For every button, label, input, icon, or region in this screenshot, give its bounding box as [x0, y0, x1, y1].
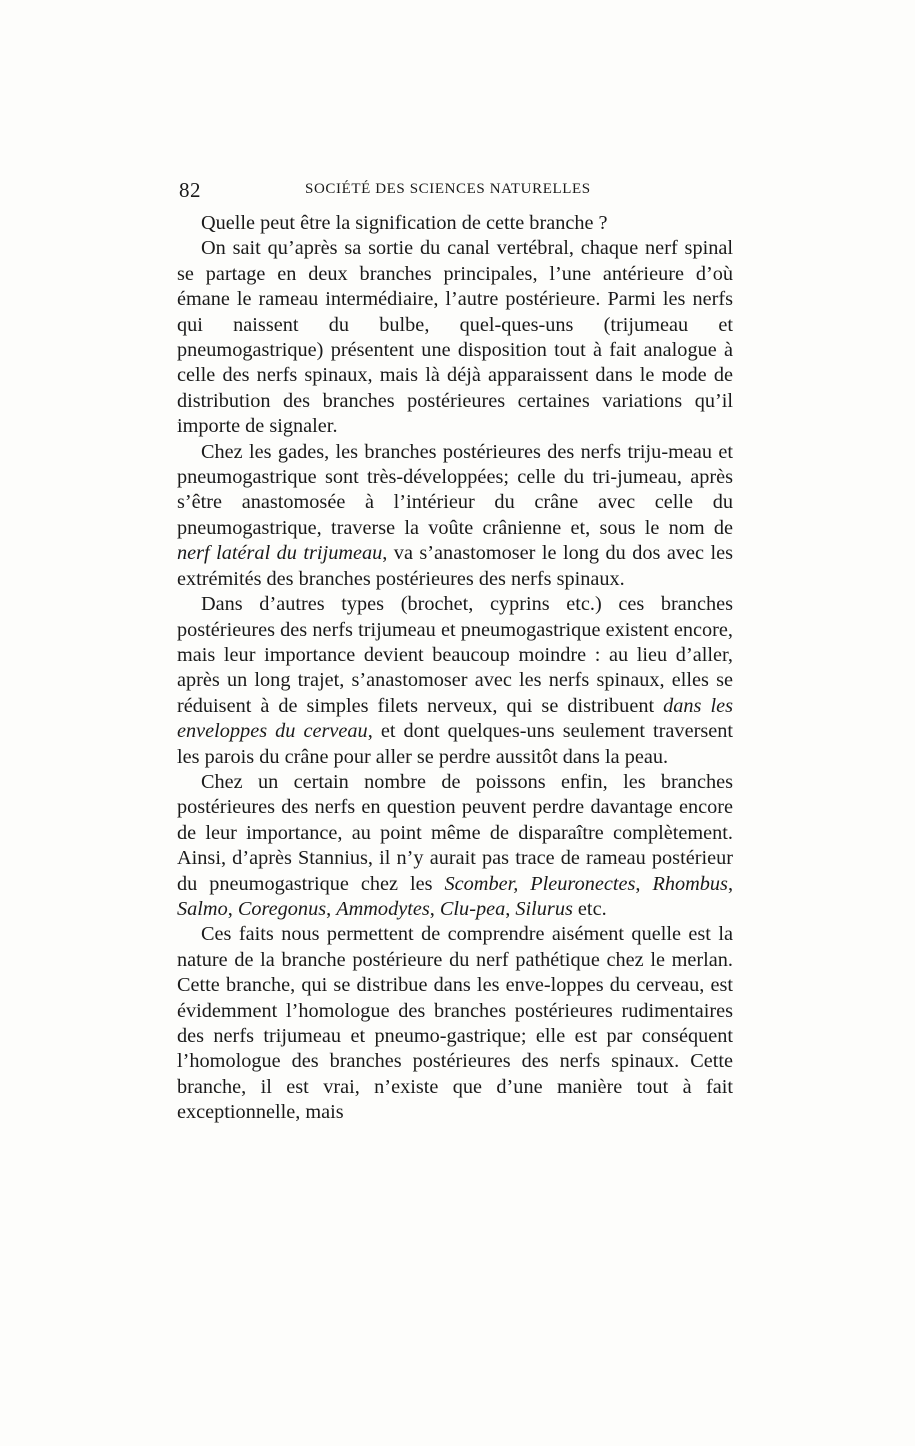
- paragraph-3-italic: nerf latéral du trijumeau: [177, 542, 383, 565]
- paragraph-5-text-a: Chez un certain nombre de poissons enfin, les branches postérieures des nerfs en question peuvent perdre davantage encore de leur importance, au point même de disparaître complètement. Ainsi, d’après Stannius, il n’y aurait pas trace de rameau postérieur du pneumogastrique chez les: [177, 770, 733, 895]
- running-head: SOCIÉTÉ DES SCIENCES NATURELLES: [305, 181, 591, 197]
- paragraph-3-text-a: Chez les gades, les branches postérieures des nerfs triju-meau et pneumogastrique sont très-développées; celle du tri-jumeau, après s’être anastomosée à l’intérieur du crâne avec celle du pneumogastrique, traverse la voûte crânienne et, sous le nom de: [177, 440, 733, 539]
- genus-salmo: Salmo: [177, 897, 228, 920]
- paragraph-4: [177, 592, 733, 770]
- paragraph-4-text-a: Dans d’autres types (brochet, cyprins etc.) ces branches postérieures des nerfs trijumeau et pneumogastrique existent encore, mais leur importance devient beaucoup moindre : au lieu d’aller, après un long trajet, s’anastomoser avec les nerfs spinaux, elles se réduisent à de simples filets nerveux, qui se distribuent: [177, 593, 733, 717]
- genus-clupea: Clu-pea: [439, 897, 506, 920]
- paragraph-4-italic: dans les enveloppes du cerveau: [177, 694, 733, 743]
- separator: ,: [635, 872, 653, 895]
- genus-ammodytes: Ammodytes: [336, 897, 430, 920]
- body-text: [177, 211, 733, 1126]
- genus-rhombus: Rhombus: [652, 872, 728, 895]
- paragraph-6: Ces faits nous permettent de comprendre aisément quelle est la nature de la branche postérieure du nerf pathétique chez le merlan. Cette branche, qui se distribue dans les enve-loppes du cerveau, est évidemment l’homologue des branches postérieures rudimentaires des nerfs trijumeau et pneumo-gastrique; elle est par conséquent l’homologue des branches postérieures des nerfs spinaux. Cette branche, il est vrai, n’existe que d’une manière tout à fait exceptionnelle, mais: [177, 923, 733, 1124]
- separator: ,: [326, 897, 337, 920]
- page-header: [177, 178, 733, 202]
- paragraph-5-text-b: etc.: [572, 897, 607, 920]
- paragraph-2: On sait qu’après sa sortie du canal vertébral, chaque nerf spinal se partage en deux branches principales, l’une antérieure d’où émane le rameau intermédiaire, l’autre postérieure. Parmi les nerfs qui naissent du bulbe, quel-ques-uns (trijumeau et pneumogastrique) présentent une disposition tout à fait analogue à celle des nerfs spinaux, mais là déjà apparaissent dans le mode de distribution des branches postérieures certaines variations qu’il importe de signaler.: [177, 237, 733, 438]
- paragraph-5: [177, 770, 733, 922]
- separator: ,: [505, 897, 516, 920]
- genus-coregonus: Coregonus: [237, 897, 327, 920]
- page-number: 82: [179, 178, 201, 202]
- separator: ,: [429, 897, 440, 920]
- genus-silurus: Silurus: [515, 897, 573, 920]
- separator: ,: [227, 897, 238, 920]
- paragraph-1: Quelle peut être la signification de cette branche ?: [201, 212, 608, 234]
- paragraph-3-text-b: , va s’anastomoser le long du dos avec les extrémités des branches postérieures des nerfs spinaux.: [177, 542, 734, 590]
- paragraph-3: [177, 440, 733, 592]
- paragraph-4-text-b: , et dont quelques-uns seulement traversent les parois du crâne pour aller se perdre aussitôt dans la peau.: [177, 720, 733, 768]
- separator: ,: [727, 872, 734, 895]
- genus-scomber-pleuronectes: Scomber, Pleuronectes: [444, 872, 636, 895]
